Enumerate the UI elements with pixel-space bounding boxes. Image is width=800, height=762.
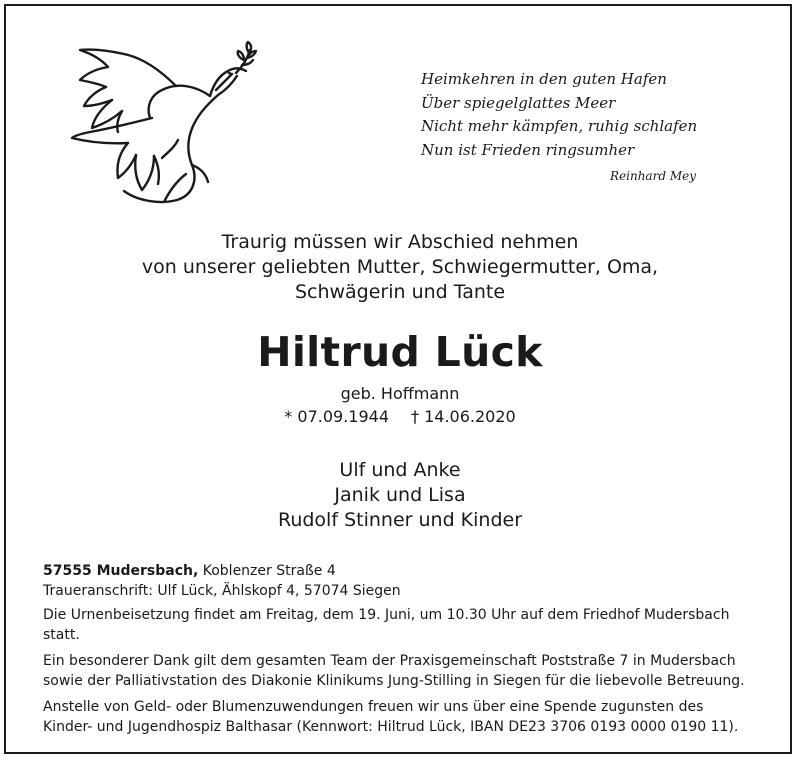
mourner: Janik und Lisa	[334, 484, 466, 506]
thanks-line: Ein besonderer Dank gilt dem gesamten Team der Praxisgemeinschaft Poststraße 7 in Mudersbach	[43, 653, 736, 669]
mourner: Ulf und Anke	[339, 459, 461, 481]
poem-author: Reinhard Mey	[610, 169, 696, 183]
donation-line: Anstelle von Geld- oder Blumenzuwendungen freuen wir uns über eine Spende zugunsten des	[43, 699, 704, 715]
donation-line: Kinder- und Jugendhospiz Balthasar (Kennwort: Hiltrud Lück, IBAN DE23 3706 0193 0000 0190 11).	[43, 719, 739, 735]
poem-line: Nicht mehr kämpfen, ruhig schlafen	[421, 117, 698, 135]
dove-icon	[66, 40, 276, 215]
address-block	[43, 561, 763, 601]
birth-name: geb. Hoffmann	[340, 384, 460, 403]
poem-line: Über spiegelglattes Meer	[421, 93, 616, 112]
intro-line: Traurig müssen wir Abschied nehmen	[221, 231, 579, 253]
address-place: 57555 Mudersbach,	[43, 563, 199, 579]
poem-line: Nun ist Frieden ringsumher	[421, 140, 635, 159]
burial-info: Die Urnenbeisetzung findet am Freitag, dem 19. Juni, um 10.30 Uhr auf dem Friedhof Mudersbach statt.	[43, 607, 730, 643]
mourners-list	[0, 458, 800, 533]
life-dates	[0, 407, 800, 426]
address-street: Koblenzer Straße 4	[198, 563, 336, 579]
thanks-line: sowie der Palliativstation des Diakonie Klinikums Jung-Stilling in Siegen für die liebevolle Betreuung.	[43, 673, 745, 689]
death-date: † 14.06.2020	[411, 407, 516, 426]
deceased-name: Hiltrud Lück	[257, 328, 543, 376]
mourning-address: Traueranschrift: Ulf Lück, Ählskopf 4, 57074 Siegen	[43, 583, 401, 599]
birth-date: * 07.09.1944	[284, 407, 389, 426]
details-block	[43, 561, 763, 743]
thanks-paragraph	[43, 651, 763, 691]
intro-line: Schwägerin und Tante	[294, 281, 506, 303]
intro-text	[0, 230, 800, 305]
intro-line: von unserer geliebten Mutter, Schwiegermutter, Oma,	[141, 256, 659, 278]
poem	[421, 68, 697, 162]
donation-paragraph	[43, 697, 763, 737]
mourner: Rudolf Stinner und Kinder	[277, 509, 523, 531]
poem-line: Heimkehren in den guten Hafen	[421, 70, 667, 88]
